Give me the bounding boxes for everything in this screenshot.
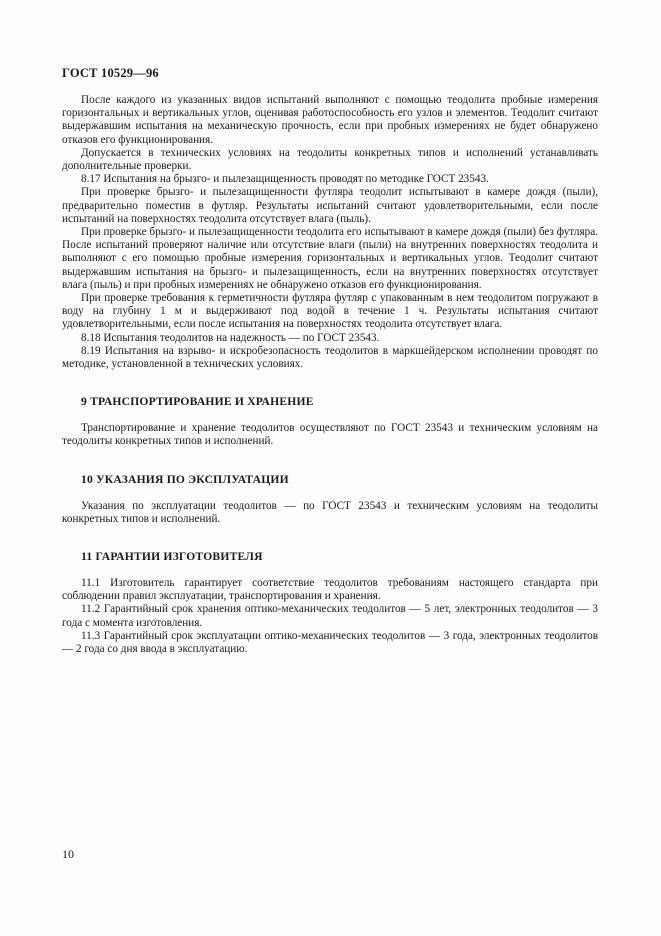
clause-11-1: 11.1 Изготовитель гарантирует соответствие теодолитов требованиям настоящего стандарта при соблюдении правил эксплуатации, транспортирования и хранения. bbox=[62, 577, 598, 603]
paragraph: Транспортирование и хранение теодолитов осуществляют по ГОСТ 23543 и техническим условиям на теодолиты конкретных типов и исполнений. bbox=[62, 422, 598, 448]
paragraph: При проверке требования к герметичности футляра футляр с упакованным в нем теодолитом погружают в воду на глубину 1 м и выдерживают под водой в течение 1 ч. Результаты испытания считают удовлетворительными, если после испытания на поверхностях теодолита отсутствует влага. bbox=[62, 292, 598, 331]
document-code-header: ГОСТ 10529—96 bbox=[62, 66, 159, 80]
paragraph: После каждого из указанных видов испытаний выполняют с помощью теодолита пробные измерения горизонтальных и вертикальных углов, оценивая работоспособность его узлов и элементов. Теодолит считают выдержавшим испытания на механическую прочность, если при пробных измерениях не будет обнаружено отказов его функционирования. bbox=[62, 94, 598, 146]
section-heading: 10 УКАЗАНИЯ ПО ЭКСПЛУАТАЦИИ bbox=[81, 472, 289, 486]
clause-11-2: 11.2 Гарантийный срок хранения оптико-механических теодолитов — 5 лет, электронных теодолитов — 3 года с момента изготовления. bbox=[62, 603, 598, 629]
clause-11-3: 11.3 Гарантийный срок эксплуатации оптико-механических теодолитов — 3 года, электронных теодолитов — 2 года со дня ввода в эксплуатацию. bbox=[62, 629, 598, 656]
clause-8-18: 8.18 Испытания теодолитов на надежность — по ГОСТ 23543. bbox=[81, 331, 380, 344]
section-transport-storage bbox=[62, 395, 598, 448]
section-operation-instructions bbox=[62, 473, 598, 526]
section-heading: 11 ГАРАНТИИ ИЗГОТОВИТЕЛЯ bbox=[81, 550, 263, 564]
clause-8-17: 8.17 Испытания на брызго- и пылезащищенность проводят по методике ГОСТ 23543. bbox=[81, 173, 489, 186]
document-body bbox=[62, 94, 598, 656]
paragraph: При проверке брызго- и пылезащищенности теодолита его испытывают в камере дождя (пыли) без футляра. После испытаний проверяют наличие или отсутствие влаги (пыли) на внутренних поверхностях теодолита и выполняют с его помощью пробные измерения горизонтальных и вертикальных углов. Теодолит считают выдержавшим испытания на брызго- и пылезащищенность, если на внутренних поверхностях отсутствует влага (пыль) и при пробных измерениях не обнаружено отказов его функционирования. bbox=[62, 226, 598, 291]
clause-8-19: 8.19 Испытания на взрыво- и искробезопасность теодолитов в маркшейдерском исполнении проводят по методике, установленной в технических условиях. bbox=[62, 344, 598, 371]
paragraph: При проверке брызго- и пылезащищенности футляра теодолит испытывают в камере дождя (пыли), предварительно поместив в футляр. Результаты испытаний считают удовлетворительными, если после испытаний на поверхностях теодолита отсутствует влага (пыль). bbox=[62, 186, 598, 225]
section-manufacturer-warranty bbox=[62, 550, 598, 656]
paragraph: Указания по эксплуатации теодолитов — по ГОСТ 23543 и техническим условиям на теодолиты конкретных типов и исполнений. bbox=[62, 499, 598, 525]
section-heading: 9 ТРАНСПОРТИРОВАНИЕ И ХРАНЕНИЕ bbox=[81, 395, 314, 409]
paragraph: Допускается в технических условиях на теодолиты конкретных типов и исполнений устанавливать дополнительные проверки. bbox=[62, 146, 598, 173]
page-number: 10 bbox=[62, 847, 74, 861]
